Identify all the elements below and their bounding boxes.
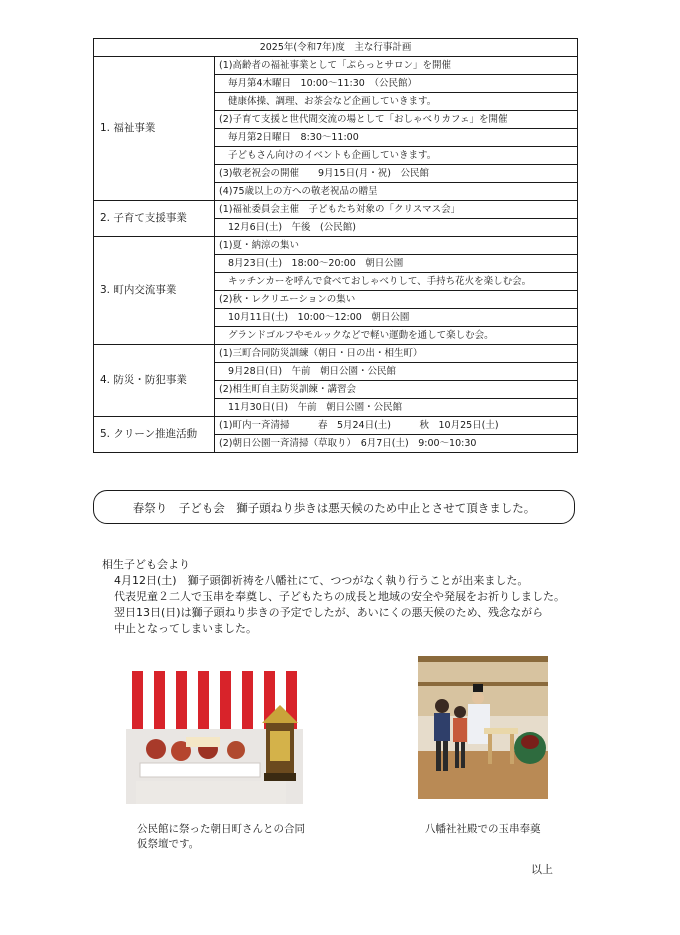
event-detail-cell: (2)朝日公園一斉清掃（草取り） 6月7日(土) 9:00～10:30 [215,435,578,453]
lion-head-green [514,732,546,764]
children-club-report [102,557,565,637]
event-detail-cell: 子どもさん向けのイベントも企画していきます。 [215,147,578,165]
event-detail-cell: 健康体操、調理、お茶会など企画していきます。 [215,93,578,111]
report-line: 4月12日(土) 獅子頭御祈祷を八幡社にて、つつがなく執り行うことが出来ました。 [114,574,529,587]
event-detail-cell: (1)三町合同防災訓練（朝日・日の出・相生町） [215,345,578,363]
report-line: 代表児童２二人で玉串を奉奠し、子どもたちの成長と地域の安全や発展をお祈りしました。 [114,590,565,603]
table-row [94,57,578,75]
report-line: 中止となってしまいました。 [114,622,257,635]
table-row [94,417,578,435]
event-detail-cell: 11月30日(日) 午前 朝日公園・公民館 [215,399,578,417]
event-detail-cell: 9月28日(日) 午前 朝日公園・公民館 [215,363,578,381]
category-cell: 1. 福祉事業 [94,57,215,201]
event-detail-cell: (2)相生町自主防災訓練・講習会 [215,381,578,399]
event-detail-cell: 12月6日(土) 午後 (公民館) [215,219,578,237]
altar-photo-image [126,671,303,804]
table-row [94,345,578,363]
shrine-photo-image [418,656,548,799]
caption-line: 仮祭壇です。 [137,838,200,850]
report-heading: 相生子ども会より [102,558,190,571]
table-row [94,237,578,255]
event-detail-cell: (4)75歳以上の方への敬老祝品の贈呈 [215,183,578,201]
caption-line: 公民館に祭った朝日町さんとの合同 [137,823,305,835]
event-detail-cell: (2)子育て支援と世代間交流の場として「おしゃべりカフェ」を開催 [215,111,578,129]
event-detail-cell: (1)夏・納涼の集い [215,237,578,255]
table-body [94,57,578,453]
event-detail-cell: (3)敬老祝会の開催 9月15日(月・祝) 公民館 [215,165,578,183]
category-cell: 2. 子育て支援事業 [94,201,215,237]
table-title: 2025年(令和7年)度 主な行事計画 [94,39,578,57]
report-line: 翌日13日(日)は獅子頭ねり歩きの予定でしたが、あいにくの悪天候のため、残念ながら [114,606,544,619]
event-detail-cell: (1)高齢者の福祉事業として「ぷらっとサロン」を開催 [215,57,578,75]
table-row [94,201,578,219]
cancellation-notice: 春祭り 子ども会 獅子頭ねり歩きは悪天候のため中止とさせて頂きました。 [93,490,575,524]
event-detail-cell: グランドゴルフやモルックなどで軽い運動を通して楽しむ会。 [215,327,578,345]
caption-line: 八幡社社殿での玉串奉奠 [425,823,541,835]
category-cell: 3. 町内交流事業 [94,237,215,345]
shrine-photo [418,656,548,799]
event-detail-cell: キッチンカーを呼んで食べておしゃべりして、手持ち花火を楽しむ会。 [215,273,578,291]
altar-photo [126,671,303,804]
event-detail-cell: 毎月第2日曜日 8:30～11:00 [215,129,578,147]
event-detail-cell: (2)秋・レクリエーションの集い [215,291,578,309]
closing-mark: 以上 [531,863,553,876]
event-detail-cell: (1)福祉委員会主催 子どもたち対象の「クリスマス会」 [215,201,578,219]
event-detail-cell: 8月23日(土) 18:00～20:00 朝日公園 [215,255,578,273]
event-detail-cell: (1)町内一斉清掃 春 5月24日(土) 秋 10月25日(土) [215,417,578,435]
category-cell: 4. 防災・防犯事業 [94,345,215,417]
shrine-photo-caption [425,822,541,837]
event-detail-cell: 毎月第4木曜日 10:00～11:30 （公民館） [215,75,578,93]
event-detail-cell: 10月11日(土) 10:00～12:00 朝日公園 [215,309,578,327]
category-cell: 5. クリーン推進活動 [94,417,215,453]
altar-photo-caption [137,822,305,852]
event-plan-table [93,38,578,453]
